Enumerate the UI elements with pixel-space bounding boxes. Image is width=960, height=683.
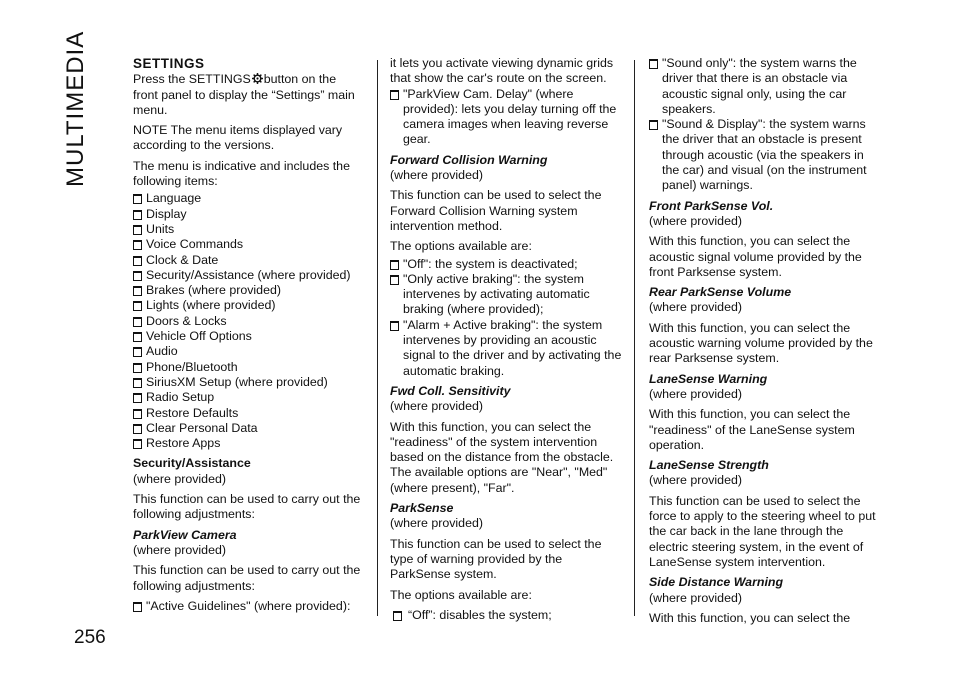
list-item: Audio bbox=[133, 344, 361, 359]
bullet-icon bbox=[133, 301, 142, 311]
bullet-icon bbox=[133, 378, 142, 388]
bullet-icon bbox=[133, 225, 142, 235]
list-item: Phone/Bluetooth bbox=[133, 360, 361, 375]
front-parksense-heading: Front ParkSense Vol. bbox=[649, 198, 774, 213]
list-item: "Sound & Display": the system warns the driver that an obstacle is present through acoustic (via the speakers in the car) and visual (on the instrument panel) warnings. bbox=[649, 117, 881, 193]
list-item: “Off”: disables the system; bbox=[390, 608, 622, 623]
bullet-icon bbox=[133, 286, 142, 296]
column-divider bbox=[634, 60, 635, 616]
list-item: "Active Guidelines" (where provided): bbox=[133, 599, 361, 614]
lanesense-strength-heading: LaneSense Strength bbox=[649, 458, 769, 473]
rear-parksense-text: With this function, you can select the acoustic warning volume provided by the rear Parksense system. bbox=[649, 320, 873, 366]
bullet-icon bbox=[133, 424, 142, 434]
bullet-icon bbox=[133, 409, 142, 419]
parksense-options-intro: The options available are: bbox=[390, 587, 532, 602]
bullet-icon bbox=[133, 602, 142, 612]
continuation-text: it lets you activate viewing dynamic grids that show the car's route on the screen. bbox=[390, 56, 614, 86]
list-item: Doors & Locks bbox=[133, 314, 361, 329]
security-where: (where provided) bbox=[133, 471, 226, 486]
settings-gear-icon bbox=[252, 73, 263, 84]
lanesense-warning-where: (where provided) bbox=[649, 386, 742, 401]
list-item: Units bbox=[133, 222, 361, 237]
text-column-1 bbox=[133, 56, 361, 614]
bullet-icon bbox=[133, 363, 142, 373]
parkview-where: (where provided) bbox=[133, 542, 226, 557]
lanesense-warning-heading: LaneSense Warning bbox=[649, 371, 768, 386]
bullet-icon bbox=[133, 317, 142, 327]
parksense-options-list bbox=[649, 56, 881, 194]
fcw-options-intro: The options available are: bbox=[390, 239, 532, 254]
parksense-text: This function can be used to select the type of warning provided by the ParkSense system. bbox=[390, 536, 602, 582]
text-column-3 bbox=[649, 56, 881, 631]
side-distance-heading: Side Distance Warning bbox=[649, 575, 784, 590]
note-text: NOTE The menu items displayed vary according to the versions. bbox=[133, 123, 343, 153]
fcw-heading: Forward Collision Warning bbox=[390, 152, 548, 167]
list-item: Language bbox=[133, 191, 361, 206]
lanesense-warning-text: With this function, you can select the "readiness" of the LaneSense system operation. bbox=[649, 407, 855, 452]
security-heading: Security/Assistance bbox=[133, 456, 251, 471]
side-distance-where: (where provided) bbox=[649, 590, 742, 605]
side-distance-text: With this function, you can select the bbox=[649, 610, 851, 625]
bullet-icon bbox=[133, 393, 142, 403]
page-number: 256 bbox=[74, 627, 106, 648]
bullet-icon bbox=[133, 347, 142, 357]
fcw-where: (where provided) bbox=[390, 168, 483, 183]
list-item: SiriusXM Setup (where provided) bbox=[133, 375, 361, 390]
bullet-icon bbox=[133, 439, 142, 449]
bullet-icon bbox=[133, 271, 142, 281]
list-item: Brakes (where provided) bbox=[133, 283, 361, 298]
fcs-text: With this function, you can select the "readiness" of the system intervention based on the distance from the obstacle. The available options are "Near", "Med" (where present), "Far". bbox=[390, 419, 614, 495]
list-item: "ParkView Cam. Delay" (where provided): lets you delay turning off the camera images when leaving reverse gear. bbox=[390, 87, 622, 148]
bullet-icon bbox=[133, 210, 142, 220]
list-item: "Sound only": the system warns the driver that there is an obstacle via acoustic signal only, using the car speakers. bbox=[649, 56, 881, 117]
bullet-icon bbox=[133, 240, 142, 250]
parksense-heading: ParkSense bbox=[390, 501, 454, 516]
list-item: "Alarm + Active braking": the system intervenes by providing an acoustic signal to the driver and by activating the automatic braking. bbox=[390, 318, 622, 379]
fcw-options-list bbox=[390, 257, 622, 379]
lanesense-strength-text: This function can be used to select the force to apply to the steering wheel to put the car back in the lane through the electric steering system, in the event of LaneSense system intervention. bbox=[649, 493, 876, 569]
front-parksense-text: With this function, you can select the acoustic signal volume provided by the front Parksense system. bbox=[649, 234, 862, 279]
list-item: Vehicle Off Options bbox=[133, 329, 361, 344]
bullet-icon bbox=[390, 260, 399, 270]
bullet-icon bbox=[133, 256, 142, 266]
list-item: "Off": the system is deactivated; bbox=[390, 257, 622, 272]
list-item: Security/Assistance (where provided) bbox=[133, 268, 361, 283]
bullet-icon bbox=[390, 275, 399, 285]
list-item: Lights (where provided) bbox=[133, 298, 361, 313]
list-item: Display bbox=[133, 207, 361, 222]
fcs-heading: Fwd Coll. Sensitivity bbox=[390, 383, 511, 398]
fcw-text: This function can be used to select the Forward Collision Warning system intervention method. bbox=[390, 188, 602, 233]
rear-parksense-heading: Rear ParkSense Volume bbox=[649, 285, 792, 300]
bullet-icon bbox=[649, 120, 658, 130]
menu-items-list bbox=[133, 191, 361, 451]
bullet-icon bbox=[133, 332, 142, 342]
text-column-2 bbox=[390, 56, 622, 623]
bullet-icon bbox=[133, 194, 142, 204]
list-item: Clear Personal Data bbox=[133, 421, 361, 436]
bullet-icon bbox=[390, 90, 399, 100]
column-divider bbox=[377, 60, 378, 616]
parksense-where: (where provided) bbox=[390, 516, 483, 531]
section-side-title: MULTIMEDIA bbox=[62, 30, 89, 187]
fcs-where: (where provided) bbox=[390, 399, 483, 414]
lanesense-strength-where: (where provided) bbox=[649, 473, 742, 488]
list-item: Radio Setup bbox=[133, 390, 361, 405]
front-parksense-where: (where provided) bbox=[649, 213, 742, 228]
list-item: Voice Commands bbox=[133, 237, 361, 252]
list-item: Clock & Date bbox=[133, 253, 361, 268]
settings-heading: SETTINGS bbox=[133, 56, 205, 71]
parkview-text: This function can be used to carry out the following adjustments: bbox=[133, 563, 361, 593]
bullet-icon bbox=[393, 611, 402, 621]
menu-intro: The menu is indicative and includes the following items: bbox=[133, 158, 350, 189]
security-text: This function can be used to carry out the following adjustments: bbox=[133, 492, 361, 522]
settings-intro: Press the SETTINGS button on the front panel to display the “Settings” main menu. bbox=[133, 72, 355, 117]
bullet-icon bbox=[390, 321, 399, 331]
list-item: Restore Defaults bbox=[133, 406, 361, 421]
list-item: Restore Apps bbox=[133, 436, 361, 451]
rear-parksense-where: (where provided) bbox=[649, 300, 742, 315]
bullet-icon bbox=[649, 59, 658, 69]
parkview-heading: ParkView Camera bbox=[133, 527, 237, 542]
list-item: "Only active braking": the system intervenes by activating automatic braking (where provided); bbox=[390, 272, 622, 318]
